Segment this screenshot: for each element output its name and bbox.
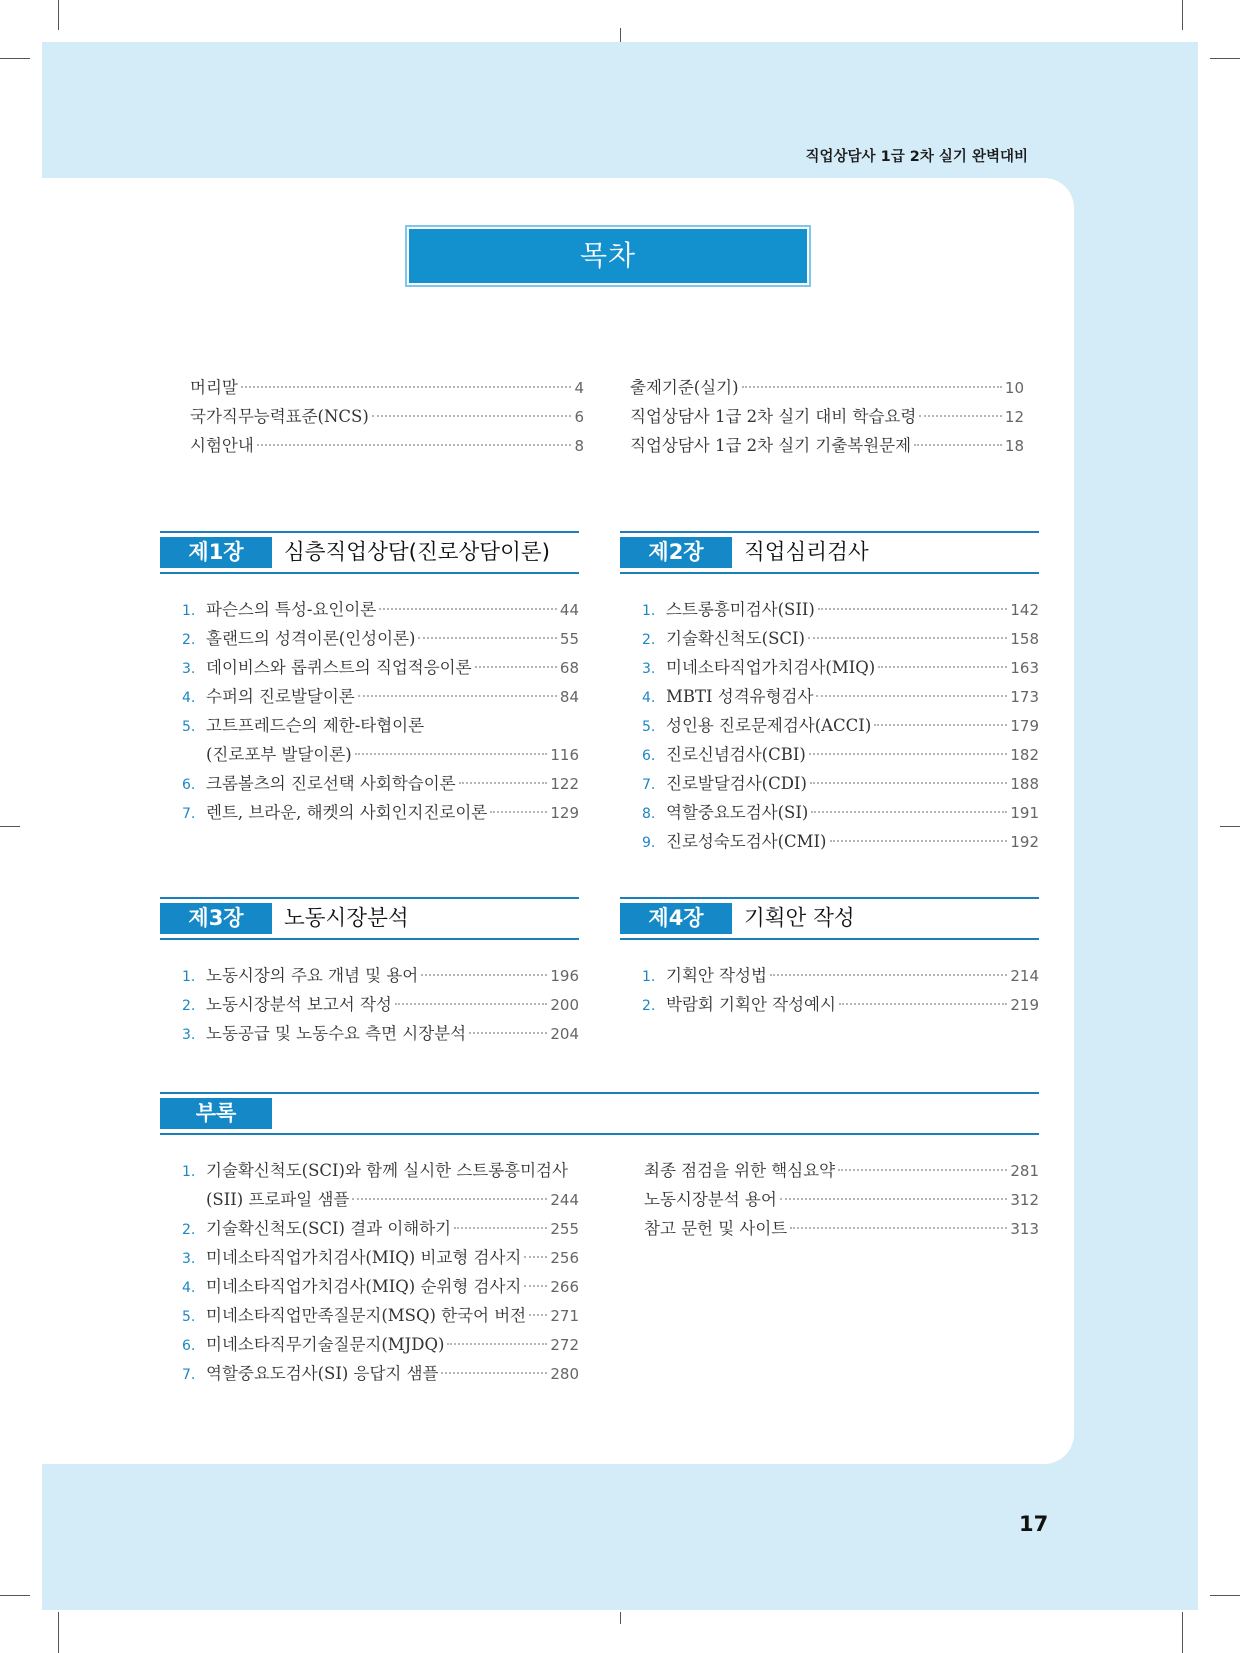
toc-entry[interactable] xyxy=(642,770,1039,799)
entry-label: MBTI 성격유형검사 xyxy=(666,687,814,706)
toc-entry[interactable] xyxy=(642,741,1039,770)
entry-number: 3. xyxy=(182,661,196,677)
toc-entry[interactable] xyxy=(642,596,1039,625)
leader-dots xyxy=(469,1032,547,1034)
chapter-badge: 제4장 xyxy=(620,903,732,934)
entry-number: 6. xyxy=(642,748,656,764)
entry-number: 2. xyxy=(182,1222,196,1238)
leader-dots xyxy=(529,1314,547,1316)
entry-page: 10 xyxy=(1004,379,1024,397)
entry-number: 5. xyxy=(182,719,196,735)
entry-label: 노동시장분석 보고서 작성 xyxy=(206,995,392,1014)
chapter-badge: 제2장 xyxy=(620,537,732,568)
toc-entry[interactable] xyxy=(182,1157,579,1186)
leader-dots xyxy=(352,1198,547,1200)
entry-label: 노동시장의 주요 개념 및 용어 xyxy=(206,966,419,985)
entry-label: 데이비스와 롭퀴스트의 직업적응이론 xyxy=(206,658,472,677)
toc-entry[interactable] xyxy=(642,625,1039,654)
entry-number: 3. xyxy=(642,661,656,677)
chapter-3-heading[interactable] xyxy=(160,897,579,940)
entry-label: 참고 문헌 및 사이트 xyxy=(644,1219,788,1238)
entry-label: 성인용 진로문제검사(ACCI) xyxy=(666,716,872,735)
leader-dots xyxy=(475,666,557,668)
leader-dots xyxy=(811,811,1007,813)
leader-dots xyxy=(441,1372,547,1374)
entry-page: 182 xyxy=(1010,746,1039,764)
crop-mark xyxy=(0,58,30,59)
leader-dots xyxy=(459,782,548,784)
entry-label: 출제기준(실기) xyxy=(630,378,739,397)
entry-number: 7. xyxy=(182,1367,196,1383)
entry-label: 노동시장분석 용어 xyxy=(644,1190,777,1209)
leader-dots xyxy=(524,1285,547,1287)
leader-dots xyxy=(454,1227,547,1229)
entry-label: 수퍼의 진로발달이론 xyxy=(206,687,355,706)
chapter-badge: 제1장 xyxy=(160,537,272,568)
chapter-4-heading[interactable] xyxy=(620,897,1039,940)
leader-dots xyxy=(395,1003,548,1005)
toc-entry[interactable] xyxy=(642,712,1039,741)
entry-page: 18 xyxy=(1004,437,1024,455)
crop-mark xyxy=(1210,58,1240,59)
entry-page: 271 xyxy=(550,1307,579,1325)
entry-number: 5. xyxy=(642,719,656,735)
toc-entry[interactable] xyxy=(630,374,1024,403)
entry-number: 4. xyxy=(642,690,656,706)
leader-dots xyxy=(874,724,1007,726)
leader-dots xyxy=(241,386,572,388)
entry-number: 2. xyxy=(642,632,656,648)
crop-mark xyxy=(58,1612,59,1653)
crop-mark xyxy=(620,28,621,42)
toc-entry[interactable] xyxy=(190,374,584,403)
toc-entry[interactable] xyxy=(182,1020,579,1049)
leader-dots xyxy=(816,695,1007,697)
toc-entry[interactable] xyxy=(182,625,579,654)
entry-label: 진로발달검사(CDI) xyxy=(666,774,807,793)
entry-label: 렌트, 브라운, 해켓의 사회인지진로이론 xyxy=(206,803,488,822)
book-title: 직업상담사 1급 2차 실기 완벽대비 xyxy=(805,149,1028,165)
crop-mark xyxy=(0,826,20,827)
entry-label-continued: (SII) 프로파일 샘플 xyxy=(206,1190,350,1209)
crop-mark xyxy=(620,1612,621,1624)
entry-page: 266 xyxy=(550,1278,579,1296)
toc-entry[interactable] xyxy=(190,403,584,432)
leader-dots xyxy=(808,637,1007,639)
entry-label: 역할중요도검사(SI) xyxy=(666,803,809,822)
toc-entry[interactable] xyxy=(642,962,1039,991)
entry-label: 머리말 xyxy=(190,378,238,397)
entry-number: 7. xyxy=(182,806,196,822)
entry-number: 1. xyxy=(642,603,656,619)
entry-number: 6. xyxy=(182,777,196,793)
crop-mark xyxy=(1210,1595,1240,1596)
entry-page: 280 xyxy=(550,1365,579,1383)
entry-page: 196 xyxy=(550,967,579,985)
entry-page: 129 xyxy=(550,804,579,822)
toc-entry[interactable] xyxy=(182,799,579,828)
toc-entry[interactable] xyxy=(182,1215,579,1244)
chapter-1-heading[interactable] xyxy=(160,531,579,574)
entry-page: 173 xyxy=(1010,688,1039,706)
chapter-title: 심층직업상담(진로상담이론) xyxy=(284,540,551,565)
entry-label: 진로신념검사(CBI) xyxy=(666,745,806,764)
leader-dots xyxy=(830,840,1008,842)
entry-page: 44 xyxy=(559,601,579,619)
entry-number: 2. xyxy=(642,998,656,1014)
entry-label: 직업상담사 1급 2차 실기 대비 학습요령 xyxy=(630,407,917,426)
leader-dots xyxy=(810,782,1007,784)
chapter-title: 직업심리검사 xyxy=(744,540,869,565)
entry-page: 244 xyxy=(550,1191,579,1209)
entry-page: 214 xyxy=(1010,967,1039,985)
entry-page: 219 xyxy=(1010,996,1039,1014)
leader-dots xyxy=(878,666,1007,668)
entry-page: 4 xyxy=(574,379,584,397)
entry-number: 7. xyxy=(642,777,656,793)
toc-entry[interactable] xyxy=(182,991,579,1020)
leader-dots xyxy=(421,974,547,976)
leader-dots xyxy=(358,695,557,697)
toc-entry[interactable] xyxy=(182,596,579,625)
leader-dots xyxy=(418,637,557,639)
entry-label: 진로성숙도검사(CMI) xyxy=(666,832,827,851)
entry-label: 미네소타직업가치검사(MIQ) 비교형 검사지 xyxy=(206,1248,522,1267)
entry-label: 박람회 기획안 작성예시 xyxy=(666,995,836,1014)
entry-label: 홀랜드의 성격이론(인성이론) xyxy=(206,629,416,648)
entry-label-continued: (진로포부 발달이론) xyxy=(206,745,352,764)
toc-entry[interactable] xyxy=(182,1244,579,1273)
crop-mark xyxy=(1182,0,1183,30)
entry-number: 1. xyxy=(182,969,196,985)
entry-page: 8 xyxy=(574,437,584,455)
entry-number: 1. xyxy=(182,603,196,619)
leader-dots xyxy=(447,1343,547,1345)
leader-dots xyxy=(524,1256,547,1258)
toc-entry[interactable] xyxy=(182,1331,579,1360)
leader-dots xyxy=(790,1227,1007,1229)
entry-page: 200 xyxy=(550,996,579,1014)
chapter-badge: 제3장 xyxy=(160,903,272,934)
chapter-2-heading[interactable] xyxy=(620,531,1039,574)
entry-label: 시험안내 xyxy=(190,436,254,455)
chapter-title: 노동시장분석 xyxy=(284,906,409,931)
entry-number: 4. xyxy=(182,1280,196,1296)
leader-dots xyxy=(770,974,1007,976)
entry-number: 4. xyxy=(182,690,196,706)
entry-label: 미네소타직업가치검사(MIQ) 순위형 검사지 xyxy=(206,1277,522,1296)
entry-page: 158 xyxy=(1010,630,1039,648)
leader-dots xyxy=(372,415,572,417)
appendix-heading[interactable] xyxy=(160,1092,1039,1135)
entry-label: 기술확신척도(SCI) xyxy=(666,629,805,648)
entry-label: 미네소타직업가치검사(MIQ) xyxy=(666,658,876,677)
crop-mark xyxy=(1220,826,1240,827)
crop-mark xyxy=(1182,1612,1183,1653)
leader-dots xyxy=(839,1003,1007,1005)
entry-number: 2. xyxy=(182,632,196,648)
entry-label: 최종 점검을 위한 핵심요약 xyxy=(644,1161,836,1180)
entry-number: 5. xyxy=(182,1309,196,1325)
entry-label: 미네소타직무기술질문지(MJDQ) xyxy=(206,1335,445,1354)
leader-dots xyxy=(780,1198,1008,1200)
entry-page: 6 xyxy=(574,408,584,426)
leader-dots xyxy=(919,415,1002,417)
entry-label: 역할중요도검사(SI) 응답지 샘플 xyxy=(206,1364,439,1383)
entry-page: 84 xyxy=(559,688,579,706)
toc-entry[interactable] xyxy=(630,403,1024,432)
crop-mark xyxy=(58,0,59,30)
toc-entry[interactable] xyxy=(182,770,579,799)
entry-label: 기술확신척도(SCI) 결과 이해하기 xyxy=(206,1219,452,1238)
entry-page: 188 xyxy=(1010,775,1039,793)
toc-entry[interactable] xyxy=(182,712,579,741)
entry-page: 122 xyxy=(550,775,579,793)
entry-label: 미네소타직업만족질문지(MSQ) 한국어 버전 xyxy=(206,1306,527,1325)
toc-entry[interactable] xyxy=(642,991,1039,1020)
entry-page: 256 xyxy=(550,1249,579,1267)
leader-dots xyxy=(257,444,572,446)
entry-page: 192 xyxy=(1010,833,1039,851)
entry-page: 313 xyxy=(1010,1220,1039,1238)
toc-title: 목차 xyxy=(405,225,811,287)
leader-dots xyxy=(379,608,557,610)
entry-page: 68 xyxy=(559,659,579,677)
entry-label: 고트프레드슨의 제한-타협이론 xyxy=(206,716,425,735)
entry-label: 국가직무능력표준(NCS) xyxy=(190,407,369,426)
toc-entry[interactable] xyxy=(182,654,579,683)
entry-label: 크롬볼츠의 진로선택 사회학습이론 xyxy=(206,774,456,793)
page-number: 17 xyxy=(1019,1512,1049,1536)
crop-mark xyxy=(0,1595,30,1596)
toc-entry[interactable] xyxy=(644,1215,1039,1244)
entry-number: 3. xyxy=(182,1251,196,1267)
toc-entry[interactable] xyxy=(642,828,1039,857)
entry-page: 142 xyxy=(1010,601,1039,619)
toc-entry[interactable] xyxy=(642,654,1039,683)
leader-dots xyxy=(355,753,548,755)
entry-page: 163 xyxy=(1010,659,1039,677)
toc-entry[interactable] xyxy=(642,683,1039,712)
toc-entry[interactable] xyxy=(182,962,579,991)
toc-entry[interactable] xyxy=(642,799,1039,828)
entry-number: 1. xyxy=(182,1164,196,1180)
entry-number: 2. xyxy=(182,998,196,1014)
toc-entry[interactable] xyxy=(644,1157,1039,1186)
entry-label: 파슨스의 특성-요인이론 xyxy=(206,600,377,619)
entry-page: 55 xyxy=(559,630,579,648)
entry-number: 1. xyxy=(642,969,656,985)
leader-dots xyxy=(490,811,547,813)
entry-page: 116 xyxy=(550,746,579,764)
leader-dots xyxy=(742,386,1002,388)
entry-page: 12 xyxy=(1004,408,1024,426)
appendix-badge: 부록 xyxy=(160,1098,272,1129)
leader-dots xyxy=(838,1169,1007,1171)
toc-entry[interactable] xyxy=(182,683,579,712)
entry-label: 스트롱흥미검사(SII) xyxy=(666,600,815,619)
entry-page: 191 xyxy=(1010,804,1039,822)
entry-number: 6. xyxy=(182,1338,196,1354)
chapter-title: 기획안 작성 xyxy=(744,906,855,931)
leader-dots xyxy=(809,753,1008,755)
leader-dots xyxy=(818,608,1008,610)
toc-entry[interactable] xyxy=(190,432,584,461)
entry-label: 노동공급 및 노동수요 측면 시장분석 xyxy=(206,1024,467,1043)
entry-label: 기획안 작성법 xyxy=(666,966,767,985)
entry-page: 179 xyxy=(1010,717,1039,735)
leader-dots xyxy=(914,444,1002,446)
entry-page: 312 xyxy=(1010,1191,1039,1209)
entry-label: 기술확신척도(SCI)와 함께 실시한 스트롱흥미검사 xyxy=(206,1161,568,1180)
entry-number: 3. xyxy=(182,1027,196,1043)
entry-number: 8. xyxy=(642,806,656,822)
entry-number: 9. xyxy=(642,835,656,851)
toc-entry[interactable] xyxy=(630,432,1024,461)
entry-label: 직업상담사 1급 2차 실기 기출복원문제 xyxy=(630,436,912,455)
toc-entry-continued[interactable] xyxy=(206,741,579,770)
toc-entry-continued[interactable] xyxy=(206,1186,579,1215)
entry-page: 272 xyxy=(550,1336,579,1354)
entry-page: 281 xyxy=(1010,1162,1039,1180)
entry-page: 255 xyxy=(550,1220,579,1238)
toc-entry[interactable] xyxy=(182,1302,579,1331)
toc-entry[interactable] xyxy=(182,1273,579,1302)
toc-entry[interactable] xyxy=(182,1360,579,1389)
toc-entry[interactable] xyxy=(644,1186,1039,1215)
entry-page: 204 xyxy=(550,1025,579,1043)
